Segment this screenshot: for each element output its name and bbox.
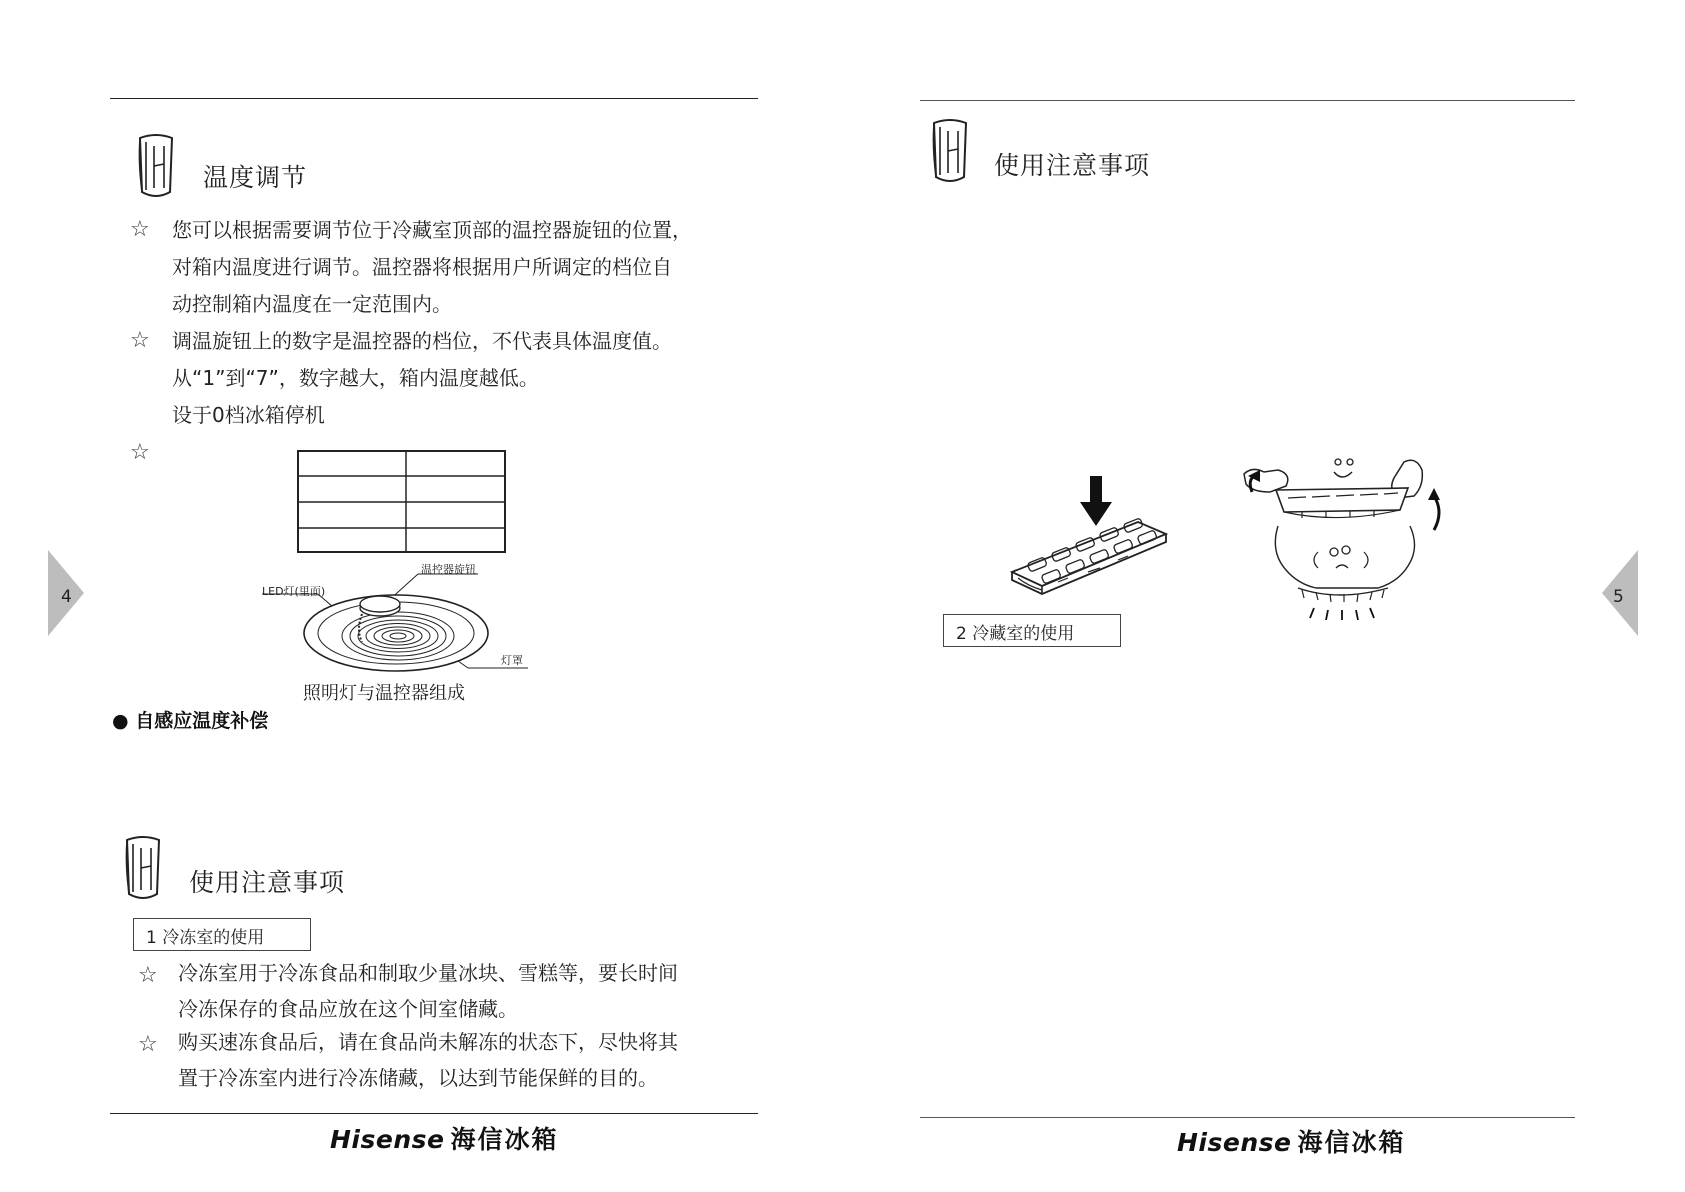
- bullet-self-sensing: ● 自感应温度补偿: [112, 710, 269, 732]
- ice-tray-illustration: [1008, 474, 1173, 599]
- section-title-temperature: 温度调节: [203, 163, 308, 192]
- star-icon: ☆: [130, 440, 150, 465]
- right-top-rule: [920, 100, 1575, 101]
- left-footer-brand: Hisense 海信冰箱: [330, 1125, 559, 1154]
- fridge-icon: [134, 132, 178, 200]
- left-page-number: 4: [61, 587, 72, 607]
- star-icon: ☆: [130, 328, 150, 353]
- temperature-item-1: 您可以根据需要调节位于冷藏室顶部的温控器旋钮的位置， 对箱内温度进行调节。温控器将根据用户所调定的档位自 动控制箱内温度在一定范围内。: [172, 218, 692, 316]
- star-icon: ☆: [138, 963, 158, 988]
- fridge-icon: [121, 834, 165, 902]
- refrigerator-box-label: 2 冷藏室的使用: [943, 614, 1121, 647]
- left-bottom-rule: [110, 1113, 758, 1114]
- usage-item-2: 购买速冻食品后，请在食品尚未解冻的状态下，尽快将其 置于冷冻室内进行冷冻储藏，以达到节能保鲜的目的。: [178, 1030, 678, 1090]
- label-cover: 灯罩: [501, 654, 523, 667]
- fridge-icon: [928, 117, 972, 185]
- right-footer-brand: Hisense 海信冰箱: [1177, 1128, 1406, 1157]
- right-page-number: 5: [1613, 587, 1624, 607]
- section-title-usage-left: 使用注意事项: [189, 868, 346, 897]
- star-icon: ☆: [130, 217, 150, 242]
- label-knob: 温控器旋钮: [421, 563, 476, 576]
- label-led: LED灯(里面): [262, 585, 326, 598]
- empty-table: [297, 450, 507, 554]
- diagram-caption: 照明灯与温控器组成: [303, 683, 465, 704]
- freezer-box-label: 1 冷冻室的使用: [133, 918, 311, 951]
- right-bottom-rule: [920, 1117, 1575, 1118]
- usage-item-1: 冷冻室用于冷冻食品和制取少量冰块、雪糕等，要长时间 冷冻保存的食品应放在这个间室储藏。: [178, 961, 678, 1021]
- lamp-thermostat-diagram: [258, 570, 533, 675]
- section-title-usage-right: 使用注意事项: [994, 151, 1151, 180]
- left-top-rule: [110, 98, 758, 99]
- star-icon: ☆: [138, 1032, 158, 1057]
- temperature-item-2: 调温旋钮上的数字是温控器的档位，不代表具体温度值。 从“1”到“7”，数字越大，箱内温度越低。 设于0档冰箱停机: [172, 329, 672, 427]
- twisting-tray-illustration: [1238, 452, 1448, 624]
